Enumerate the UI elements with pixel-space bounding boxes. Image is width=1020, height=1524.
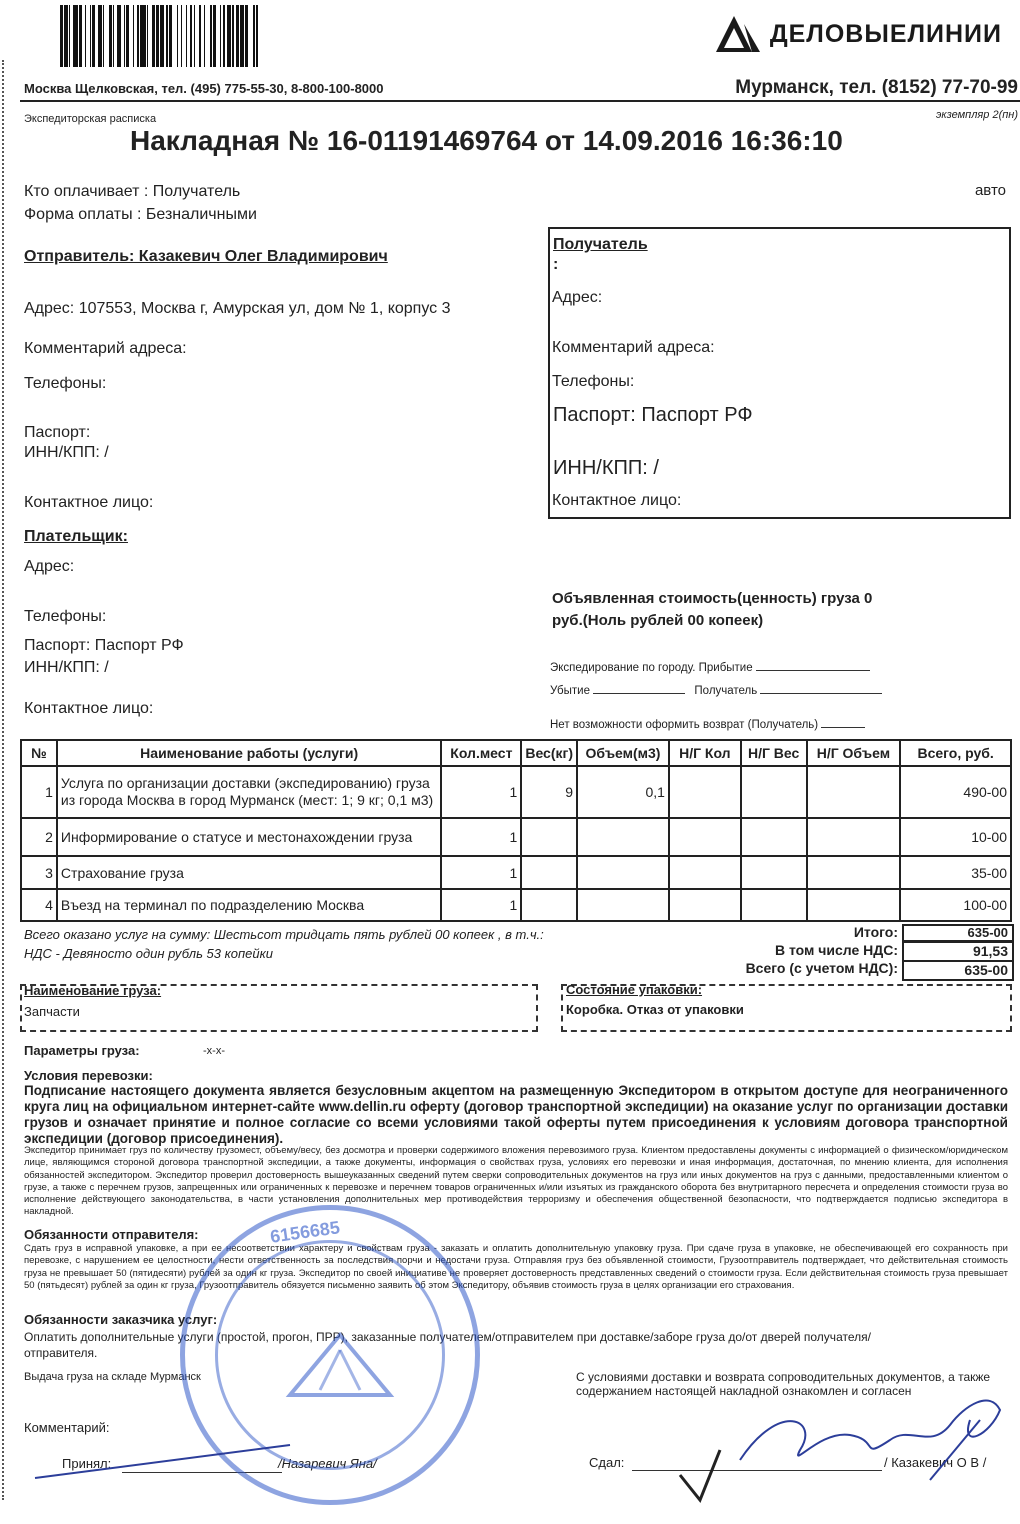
row-weight [521,856,577,889]
row-volume [577,856,669,889]
total-value: 635-00 [902,960,1014,981]
issue-warehouse: Выдача груза на складе Мурманск [24,1371,201,1383]
customer-duties-text: Оплатить дополнительные услуги (простой, прогон, ПРР), заказанные получателем/отправителем при доставке/заборе груза до/от дверей получателя/отправителя. [24,1330,871,1360]
row-ng-volume [807,889,901,921]
transport-type: авто [974,182,1006,199]
sender-contact: Контактное лицо: [24,494,154,511]
services-table [20,739,1012,922]
payer-address: Адрес: [24,558,75,575]
row-total: 100-00 [900,889,1011,921]
receiver-phones: Телефоны: [552,373,635,390]
sender-phones: Телефоны: [24,375,107,392]
origin-office: Москва Щелковская, тел. (495) 775-55-30, 8-800-100-8000 [24,81,384,96]
payer-phones: Телефоны: [24,608,107,625]
row-ng-weight [741,818,807,856]
forwarding-arrival [550,662,870,674]
sender-address: Адрес: 107553, Москва г, Амурская ул, дом № 1, корпус 3 [24,300,451,317]
row-ng-volume [807,766,901,818]
copy-label: экземпляр 2(пн) [936,109,1018,121]
row-service-name: Страхование груза [57,856,441,889]
forwarding-departure [550,685,882,697]
row-total: 35-00 [900,856,1011,889]
row-weight [521,818,577,856]
row-ng-weight [741,856,807,889]
row-ng-qty [669,766,741,818]
row-places: 1 [441,889,521,921]
row-service-name: Въезд на терминал по подразделению Москва [57,889,441,921]
receiver-address: Адрес: [552,289,603,306]
table-row [21,889,1011,921]
logo-triangle-icon [714,14,762,54]
vat-value: 91,53 [902,941,1014,962]
receiver-colon: : [553,256,559,273]
row-ng-qty [669,856,741,889]
cut-line [2,60,4,1500]
forwarding-arrival-label: Экспедирование по городу. Прибытие [550,662,753,674]
row-number: 3 [21,856,57,889]
sender-duties-heading: Обязанности отправителя: [24,1227,199,1242]
row-total: 10-00 [900,818,1011,856]
conditions-heading: Условия перевозки: [24,1068,153,1083]
itogo-label: Итого: [853,924,898,940]
receiver-heading: Получатель [553,236,648,253]
no-return [550,719,865,731]
declared-value-line2: руб.(Ноль рублей 00 копеек) [552,612,764,629]
itogo-value: 635-00 [902,924,1014,942]
stamp-number: 6156685 [268,1217,342,1247]
row-service-name: Информирование о статусе и местонахождении груза [57,818,441,856]
payer-passport: Паспорт: Паспорт РФ [24,637,184,654]
receiver-comment: Комментарий адреса: [552,339,715,356]
sender-comment: Комментарий адреса: [24,340,187,357]
payer-heading: Плательщик: [24,528,128,545]
row-ng-qty [669,818,741,856]
col-number: № [21,740,57,766]
vat-label: В том числе НДС: [774,942,898,958]
col-ng-volume: Н/Г Объем [807,740,901,766]
row-number: 4 [21,889,57,921]
col-service-name: Наименование работы (услуги) [57,740,441,766]
row-ng-volume [807,856,901,889]
who-pays: Кто оплачивает : Получатель [24,183,241,200]
payment-form: Форма оплаты : Безналичными [24,206,257,223]
accepted-name: /Назаревич Яна/ [278,1456,377,1471]
col-ng-weight: Н/Г Вес [741,740,807,766]
comment-label: Комментарий: [24,1420,110,1435]
packaging-value: Коробка. Отказ от упаковки [566,1002,744,1017]
cargo-params-value: -x-x- [203,1045,225,1057]
agreement-text: С условиями доставки и возврата сопроводительных документов, а также содержанием настоящей накладной ознакомлен и согласен [576,1370,991,1398]
vat-in-words: НДС - Девяносто один рубль 53 копейки [24,946,273,961]
row-service-name: Услуга по организации доставки (экспедированию) груза из города Москва в город Мурманск (мест: 1; 9 кг; 0,1 м3) [57,766,441,818]
total-label: Всего (с учетом НДС): [745,960,898,976]
col-volume: Объем(м3) [577,740,669,766]
sum-in-words: Всего оказано услуг на сумму: Шестьсот тридцать пять рублей 00 копеек , в т.ч.: [24,927,544,942]
sender-heading: Отправитель: Казакевич Олег Владимирович [24,248,388,265]
signature-icon [660,1380,1010,1520]
cargo-name-value: Запчасти [24,1004,80,1019]
receiver-signature-icon [30,1440,300,1485]
row-places: 1 [441,856,521,889]
table-header-row [21,740,1011,766]
row-ng-weight [741,766,807,818]
handed-label: Сдал: [589,1455,625,1470]
table-row [21,856,1011,889]
row-volume: 0,1 [577,766,669,818]
brand-name: ДЕЛОВЫЕЛИНИИ [769,19,1002,48]
table-row [21,766,1011,818]
customer-duties-heading: Обязанности заказчика услуг: [24,1312,218,1327]
table-row [21,818,1011,856]
row-places: 1 [441,818,521,856]
payer-contact: Контактное лицо: [24,700,154,717]
receiver-passport: Паспорт: Паспорт РФ [553,404,753,426]
cargo-name-label: Наименование груза: [24,983,162,998]
page-title: Накладная № 16-01191469764 от 14.09.2016 16:36:10 [130,125,843,156]
doc-kind: Экспедиторская расписка [24,113,157,125]
conditions-small-text: Экспедитор принимает груз по количеству грузомест, объему/весу, без досмотра и проверки содержимого вложения перевозимого груза. Клиентом предоставлены документы с информацией о физическом/юридическом лице, являющимся стороной договора транспортной экспедиции, а также документы, информация о свойствах груза, условиях его перевозки и иная информация, достаточная, по мнению клиента, для исполнения обязанностей экспедитором. Экспедитор проверил достоверность вышеуказанных сведений путем сверки сопроводительных документов на груз или иных документов на груз с данными, предоставленными клиентом о грузе, а также с перечнем грузов, запрещенных или ограниченных к перевозке и перечнем товаров ограниченных и/или изъятых из гражданского оборота без внутритарного пересчета и определения стоимости груза во исполнение действующего законодательства, в части установления дополнительных мер противодействия терроризму и обеспечения общественной безопасности, что подтверждается подписью экспедитора в накладной. [24,1145,1008,1218]
accepted-label: Принял: [62,1456,112,1471]
receiver-inn: ИНН/КПП: / [553,457,659,479]
destination-office: Мурманск, тел. (8152) 77-70-99 [735,77,1018,98]
row-number: 1 [21,766,57,818]
sender-inn: ИНН/КПП: / [24,444,109,461]
company-logo [714,10,1002,58]
no-return-label: Нет возможности оформить возврат (Получатель) [550,719,819,731]
payer-inn: ИНН/КПП: / [24,659,109,676]
row-total: 490-00 [900,766,1011,818]
stamp-emblem-icon [280,1330,400,1400]
barcode [60,5,505,67]
cargo-params-label: Параметры груза: [24,1043,140,1058]
row-number: 2 [21,818,57,856]
sender-duties-text: Сдать груз в исправной упаковке, а при ее несоответствии характеру и свойствам груза - заказать и оплатить дополнительную упаковку груза. При сдаче груза в упаковке, не обеспечивающей его сохранность при перевозке, с нарушением ее целостности, нести ответственность за последствия порчи и недостачи груза. Отправляя груз без объявленной стоимости, Грузоотправитель подтверждает, что действительная стоимость груза не превышает 50 (пятидесяти) рублей за один кг груза. Экспедитор по своей инициативе не проверяет достоверность представленных сведений о стоимости груза. Если действительная стоимость груза превышает 50 (пятьдесят) рублей за один кг груза, Грузоотправитель обязуется письменно заявить об этом Экспедитору, объявив стоимость груза в целях организации его страхования. [24,1243,1008,1291]
declared-value-line1: Объявленная стоимость(ценность) груза 0 [552,590,873,607]
conditions-bold-text: Подписание настоящего документа является безусловным акцептом на размещенную Экспедитором в открытом доступе для неограниченного круга лиц на официальном интернет-сайте www.dellin.ru оферту (договор транспортной экспедиции) на оказание услуг по организации доставки грузов и означает принятие и полное согласие со всеми условиями такой оферты путем присоединения к условиям договора транспортной экспедиции (договор присоединения). [24,1083,1008,1146]
row-volume [577,889,669,921]
handed-name: / Казакевич О В / [884,1455,987,1470]
col-places: Кол.мест [441,740,521,766]
row-volume [577,818,669,856]
forwarding-receiver-label: Получатель [694,685,758,697]
col-ng-qty: Н/Г Кол [669,740,741,766]
col-total: Всего, руб. [900,740,1011,766]
row-weight: 9 [521,766,577,818]
sender-passport: Паспорт: [24,424,91,441]
row-ng-qty [669,889,741,921]
row-places: 1 [441,766,521,818]
header-divider [20,100,1020,102]
row-ng-volume [807,818,901,856]
row-ng-weight [741,889,807,921]
packaging-label: Состояние упаковки: [566,982,703,997]
forwarding-departure-label: Убытие [550,685,590,697]
receiver-contact: Контактное лицо: [552,492,682,509]
col-weight: Вес(кг) [521,740,577,766]
row-weight [521,889,577,921]
